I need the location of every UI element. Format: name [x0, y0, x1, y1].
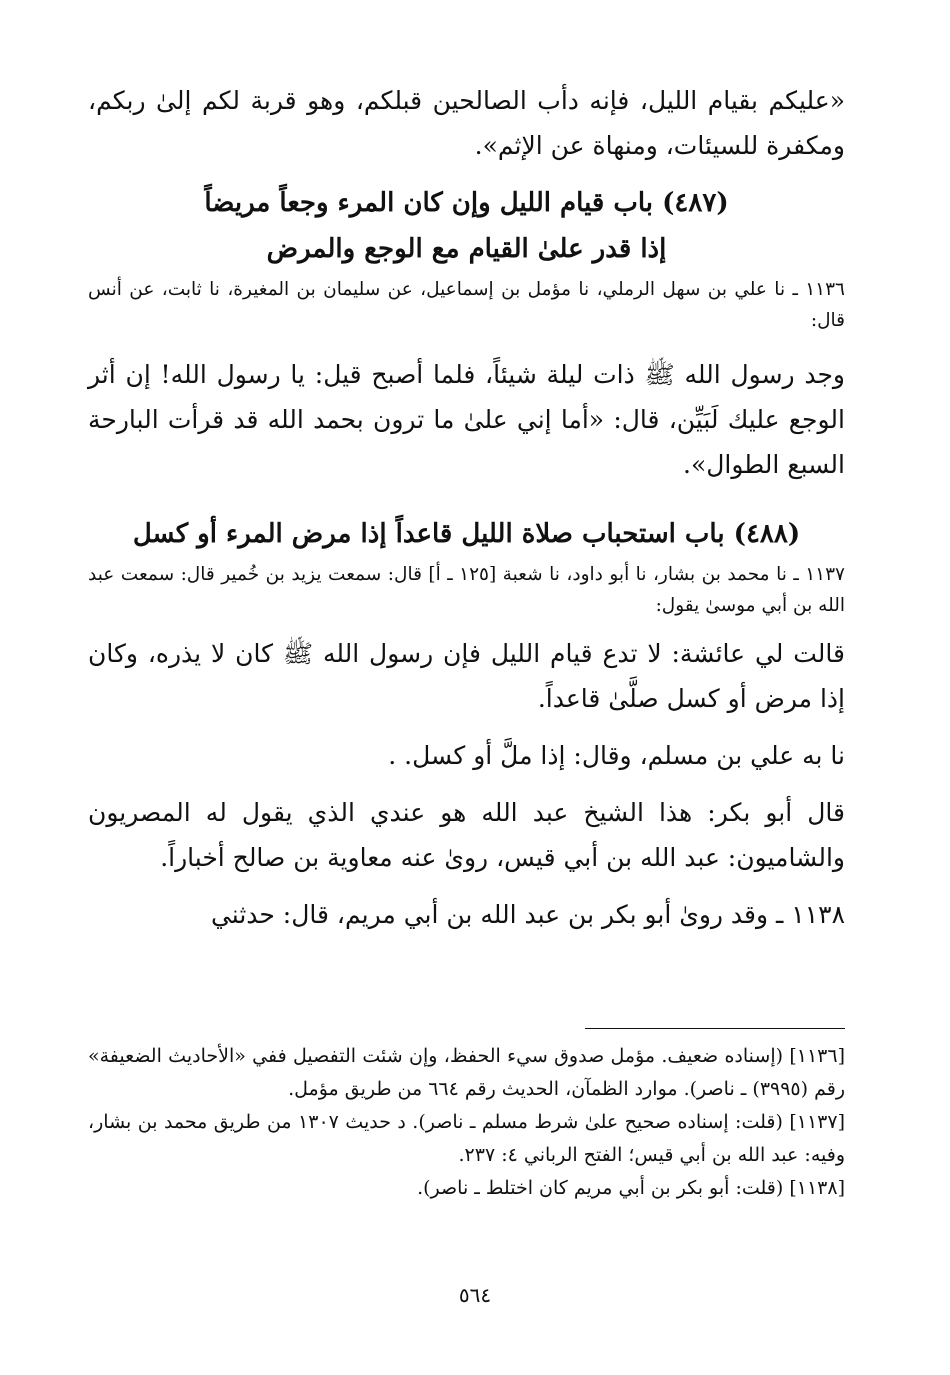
footnote-divider [585, 1028, 845, 1029]
chapter-487-title-line1: (٤٨٧) باب قيام الليل وإن كان المرء وجعاً مريضاً [204, 188, 729, 218]
chapter-487-title-line2: إذا قدر علىٰ القيام مع الوجع والمرض [266, 234, 667, 264]
chapter-487-title [88, 180, 845, 272]
hadith-1136-isnad: ١١٣٦ ـ نا علي بن سهل الرملي، نا مؤمل بن إسماعيل، عن سليمان بن المغيرة، نا ثابت، عن أنس قال: [88, 279, 845, 331]
intro-paragraph: «عليكم بقيام الليل، فإنه دأب الصالحين قبلكم، وهو قربة لكم إلىٰ ربكم، ومكفرة للسيئات، ومنهاة عن الإثم». [88, 86, 845, 160]
chapter-488-title: (٤٨٨) باب استحباب صلاة الليل قاعداً إذا مرض المرء أو كسل [132, 519, 801, 549]
footnote-1138: [١١٣٨] (قلت: أبو بكر بن أبي مريم كان اختلط ـ ناصر). [417, 1177, 845, 1199]
hadith-1138-start: ١١٣٨ ـ وقد روىٰ أبو بكر بن عبد الله بن أبي مريم، قال: حدثني [210, 900, 845, 929]
hadith-1137-isnad: ١١٣٧ ـ نا محمد بن بشار، نا أبو داود، نا شعبة [١٢٥ ـ أ] قال: سمعت يزيد بن خُمير قال: سمعت عبد الله بن أبي موسىٰ يقول: [88, 564, 845, 616]
hadith-1137-text: قالت لي عائشة: لا تدع قيام الليل فإن رسول الله ﷺ كان لا يذره، وكان إذا مرض أو كسل صلَّىٰ قاعداً. [88, 639, 845, 713]
hadith-1137-alternate-chain: نا به علي بن مسلم، وقال: إذا ملَّ أو كسل. . [388, 741, 845, 770]
footnote-1136: [١١٣٦] (إسناده ضعيف. مؤمل صدوق سيء الحفظ، وإن شئت التفصيل ففي «الأحاديث الضعيفة» رقم (٣٩٩٥) ـ ناصر). موارد الظمآن، الحديث رقم ٦٦٤ من طريق مؤمل. [88, 1045, 845, 1100]
footnotes [88, 1040, 845, 1205]
page-number: ٥٦٤ [458, 1283, 492, 1307]
footnote-1137: [١١٣٧] (قلت: إسناده صحيح علىٰ شرط مسلم ـ ناصر). د حديث ١٣٠٧ من طريق محمد بن بشار، وفيه: عبد الله بن أبي قيس؛ الفتح الرباني ٤: ٢٣٧. [88, 1111, 845, 1166]
abu-bakr-comment: قال أبو بكر: هذا الشيخ عبد الله هو عندي الذي يقول له المصريون والشاميون: عبد الله بن أبي قيس، روىٰ عنه معاوية بن صالح أخباراً. [88, 798, 845, 872]
hadith-1136-text: وجد رسول الله ﷺ ذات ليلة شيئاً، فلما أصبح قيل: يا رسول الله! إن أثر الوجع عليك لَبَيِّن، قال: «أما إني علىٰ ما ترون بحمد الله قد قرأت البارحة السبع الطوال». [88, 360, 845, 479]
